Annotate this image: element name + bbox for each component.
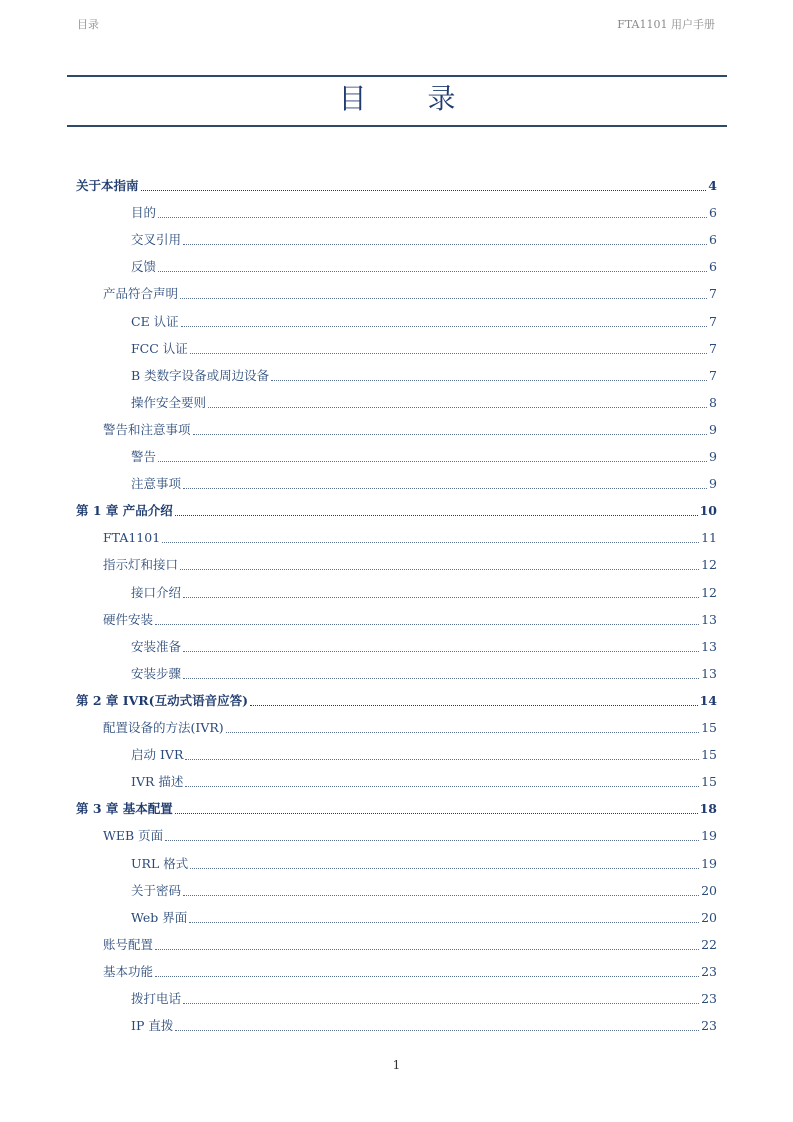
toc-dot-leader xyxy=(183,488,707,489)
toc-entry-page: 15 xyxy=(701,720,717,735)
toc-entry-page: 7 xyxy=(709,286,717,301)
toc-entry-label: 硬件安装 xyxy=(103,612,154,627)
toc-entry-page: 8 xyxy=(709,395,717,410)
toc-entry-label: IP 直拨 xyxy=(131,1018,174,1033)
toc-entry-label: 指示灯和接口 xyxy=(103,557,179,572)
toc-entry-label: 第 3 章 基本配置 xyxy=(76,801,173,816)
toc-dot-leader xyxy=(183,597,699,598)
toc-entry-page: 9 xyxy=(709,476,717,491)
toc-entry[interactable] xyxy=(131,854,717,874)
toc-entry-label: 目的 xyxy=(131,205,157,220)
toc-entry-page: 20 xyxy=(701,883,717,898)
toc-entry[interactable] xyxy=(131,664,717,684)
toc-entry[interactable] xyxy=(131,908,717,928)
toc-entry-label: 安装步骤 xyxy=(131,666,182,681)
toc-entry[interactable] xyxy=(103,284,717,304)
toc-dot-leader xyxy=(158,217,707,218)
toc-entry[interactable] xyxy=(131,230,717,250)
toc-entry[interactable] xyxy=(131,989,717,1009)
toc-entry[interactable] xyxy=(131,745,717,765)
toc-entry-label: 操作安全要则 xyxy=(131,395,207,410)
page-number: 1 xyxy=(392,1058,401,1072)
toc-entry-page: 13 xyxy=(701,666,717,681)
toc-entry-page: 14 xyxy=(699,693,717,708)
toc-entry[interactable] xyxy=(131,447,717,467)
toc-entry[interactable] xyxy=(76,799,717,819)
toc-entry-label: URL 格式 xyxy=(131,856,189,871)
toc-dot-leader xyxy=(181,326,707,327)
toc-entry-page: 6 xyxy=(709,205,717,220)
toc-dot-leader xyxy=(183,651,699,652)
toc-entry-page: 13 xyxy=(701,639,717,654)
toc-entry-label: 第 1 章 产品介绍 xyxy=(76,503,173,518)
toc-dot-leader xyxy=(175,515,698,516)
toc-dot-leader xyxy=(183,244,707,245)
toc-entry-label: 接口介绍 xyxy=(131,585,182,600)
toc-dot-leader xyxy=(185,759,699,760)
toc-entry[interactable] xyxy=(103,610,717,630)
toc-dot-leader xyxy=(183,895,699,896)
toc-entry-page: 15 xyxy=(701,747,717,762)
toc-entry[interactable] xyxy=(103,718,717,738)
toc-entry-page: 19 xyxy=(701,856,717,871)
toc-entry-page: 11 xyxy=(701,530,717,545)
toc-entry[interactable] xyxy=(131,583,717,603)
toc-entry-label: 拨打电话 xyxy=(131,991,182,1006)
toc-dot-leader xyxy=(158,271,707,272)
toc-entry-page: 23 xyxy=(701,1018,717,1033)
toc-dot-leader xyxy=(175,1030,699,1031)
toc-dot-leader xyxy=(155,949,699,950)
toc-entry[interactable] xyxy=(103,826,717,846)
toc-entry-label: 基本功能 xyxy=(103,964,154,979)
page-title: 目 录 xyxy=(338,82,482,115)
toc-entry-label: 第 2 章 IVR(互动式语音应答) xyxy=(76,693,249,708)
toc-entry-label: 警告和注意事项 xyxy=(103,422,191,437)
toc-entry-label: FCC 认证 xyxy=(131,341,188,356)
toc-entry-page: 7 xyxy=(709,341,717,356)
toc-entry[interactable] xyxy=(131,637,717,657)
toc-dot-leader xyxy=(185,786,699,787)
toc-dot-leader xyxy=(165,840,699,841)
toc-entry[interactable] xyxy=(103,935,717,955)
toc-entry-page: 15 xyxy=(701,774,717,789)
toc-dot-leader xyxy=(190,868,699,869)
toc-entry[interactable] xyxy=(131,881,717,901)
toc-dot-leader xyxy=(250,705,698,706)
toc-dot-leader xyxy=(175,813,698,814)
toc-entry[interactable] xyxy=(131,257,717,277)
title-rule-top xyxy=(67,75,727,77)
toc-entry-label: 交叉引用 xyxy=(131,232,182,247)
toc-entry[interactable] xyxy=(131,312,717,332)
toc-entry-label: 账号配置 xyxy=(103,937,154,952)
toc-dot-leader xyxy=(183,1003,699,1004)
toc-entry[interactable] xyxy=(76,176,717,196)
toc-entry-page: 7 xyxy=(709,368,717,383)
toc-entry-page: 23 xyxy=(701,991,717,1006)
toc-entry-label: FTA1101 xyxy=(103,530,161,545)
toc-entry[interactable] xyxy=(131,393,717,413)
toc-entry-page: 12 xyxy=(701,585,717,600)
toc-entry-label: WEB 页面 xyxy=(103,828,164,843)
toc-dot-leader xyxy=(189,922,699,923)
toc-dot-leader xyxy=(158,461,707,462)
toc-dot-leader xyxy=(271,380,707,381)
toc-entry-page: 13 xyxy=(701,612,717,627)
header-section-title: 目录 xyxy=(77,18,99,31)
toc-entry[interactable] xyxy=(103,962,717,982)
toc-entry[interactable] xyxy=(131,474,717,494)
toc-entry-page: 7 xyxy=(709,314,717,329)
toc-entry-label: IVR 描述 xyxy=(131,774,184,789)
toc-entry-page: 6 xyxy=(709,232,717,247)
toc-entry-label: 产品符合声明 xyxy=(103,286,179,301)
toc-entry-label: 注意事项 xyxy=(131,476,182,491)
toc-entry-page: 6 xyxy=(709,259,717,274)
toc-entry-label: 关于本指南 xyxy=(76,178,139,193)
toc-entry[interactable] xyxy=(103,528,717,548)
toc-entry-page: 9 xyxy=(709,422,717,437)
toc-dot-leader xyxy=(155,624,699,625)
toc-entry-label: 配置设备的方法(IVR) xyxy=(103,720,224,735)
toc-entry[interactable] xyxy=(131,1016,717,1036)
toc-entry-label: Web 界面 xyxy=(131,910,188,925)
toc-entry[interactable] xyxy=(131,366,717,386)
toc-entry-page: 12 xyxy=(701,557,717,572)
toc-entry-label: CE 认证 xyxy=(131,314,179,329)
toc-entry-page: 19 xyxy=(701,828,717,843)
toc-entry-page: 9 xyxy=(709,449,717,464)
toc-entry-page: 18 xyxy=(699,801,717,816)
toc-dot-leader xyxy=(155,976,699,977)
title-rule-bottom xyxy=(67,125,727,127)
toc-entry[interactable] xyxy=(103,555,717,575)
toc-entry-page: 22 xyxy=(701,937,717,952)
toc-dot-leader xyxy=(180,569,699,570)
toc-dot-leader xyxy=(162,542,699,543)
toc-entry-page: 4 xyxy=(708,178,717,193)
toc-entry-page: 23 xyxy=(701,964,717,979)
toc-dot-leader xyxy=(183,678,699,679)
toc-entry-page: 10 xyxy=(699,503,717,518)
toc-dot-leader xyxy=(141,190,707,191)
toc-entry[interactable] xyxy=(76,501,717,521)
toc-entry-page: 20 xyxy=(701,910,717,925)
toc-entry[interactable] xyxy=(76,691,717,711)
toc-entry-label: 警告 xyxy=(131,449,157,464)
toc-dot-leader xyxy=(208,407,707,408)
toc-entry[interactable] xyxy=(131,772,717,792)
toc-entry[interactable] xyxy=(131,203,717,223)
toc-dot-leader xyxy=(193,434,708,435)
toc-dot-leader xyxy=(226,732,699,733)
toc-entry-label: 启动 IVR xyxy=(131,747,184,762)
toc-entry[interactable] xyxy=(103,420,717,440)
toc-entry-label: 关于密码 xyxy=(131,883,182,898)
toc-entry-label: 安装准备 xyxy=(131,639,182,654)
toc-entry-label: B 类数字设备或周边设备 xyxy=(131,368,270,383)
toc-dot-leader xyxy=(190,353,707,354)
toc-entry[interactable] xyxy=(131,339,717,359)
toc-dot-leader xyxy=(180,298,707,299)
header-manual-title: FTA1101 用户手册 xyxy=(617,18,715,31)
toc-entry-label: 反馈 xyxy=(131,259,157,274)
